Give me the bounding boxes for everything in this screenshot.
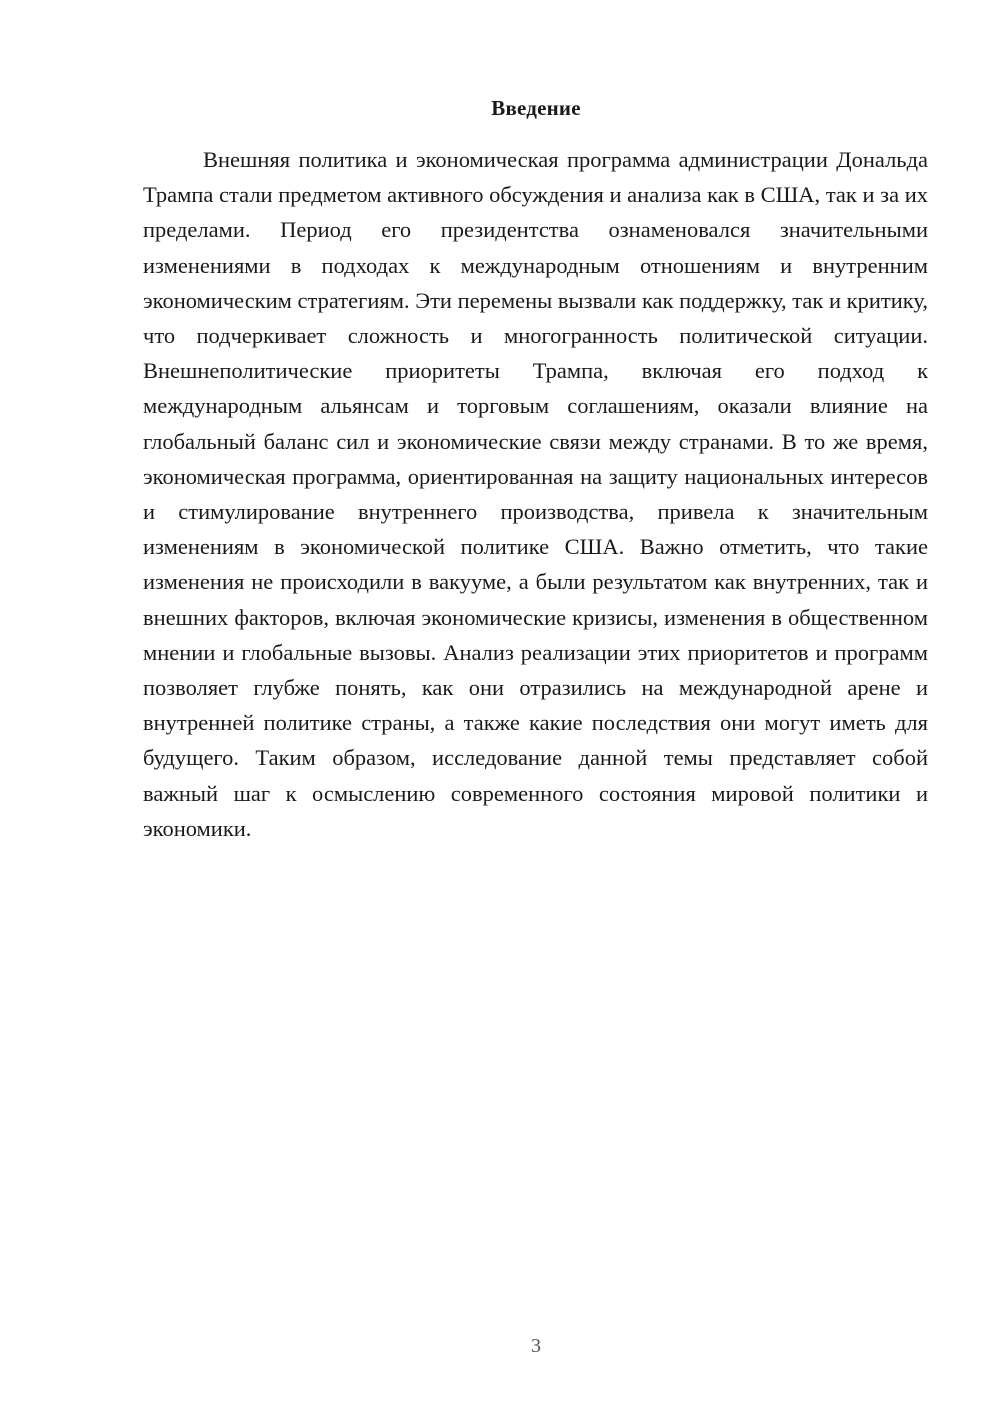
section-heading: Введение	[491, 96, 581, 120]
body-paragraph: Внешняя политика и экономическая программа администрации Дональда Трампа стали предметом активного обсуждения и анализа как в США, так и за их пределами. Период его президентства ознаменовался значительными изменениями в подходах к международным отношениям и внутренним экономическим стратегиям. Эти перемены вызвали как поддержку, так и критику, что подчеркивает сложность и многогранность политической ситуации. Внешнеполитические приоритеты Трампа, включая его подход к международным альянсам и торговым соглашениям, оказали влияние на глобальный баланс сил и экономические связи между странами. В то же время, экономическая программа, ориентированная на защиту национальных интересов и стимулирование внутреннего производства, привела к значительным изменениям в экономической политике США. Важно отметить, что такие изменения не происходили в вакууме, а были результатом как внутренних, так и внешних факторов, включая экономические кризисы, изменения в общественном мнении и глобальные вызовы. Анализ реализации этих приоритетов и программ позволяет глубже понять, как они отразились на международной арене и внутренней политике страны, а также какие последствия они могут иметь для будущего. Таким образом, исследование данной темы представляет собой важный шаг к осмыслению современного состояния мировой политики и экономики.	[143, 147, 928, 841]
page-number: 3	[531, 1335, 541, 1357]
